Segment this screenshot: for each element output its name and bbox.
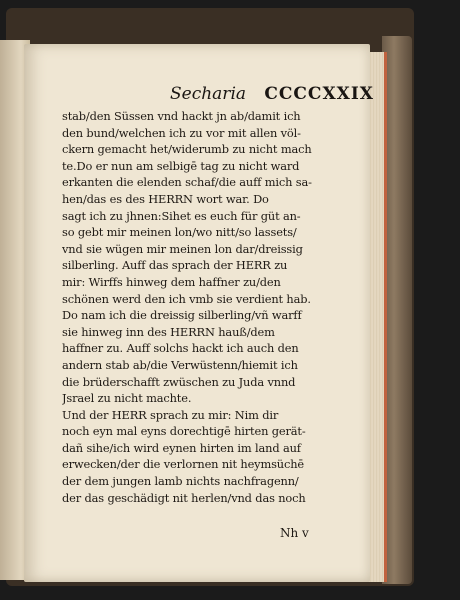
text-line: vnd sie wügen mir meinen lon dar/dreissig [62,241,303,256]
text-line: Do nam ich die dreissig silberling/vñ warff [62,308,302,323]
book-page [24,44,374,582]
text-line: den bund/welchen ich zu vor mit allen völ- [62,125,301,140]
text-line: der das geschädigt nit herlen/vnd das noch [62,490,306,505]
text-line: erwecken/der die verlornen nit heymsüchē [62,457,304,472]
text-line: te.Do er nun am selbigē tag zu nicht ward [62,158,300,173]
text-line: der dem jungen lamb nichts nachfragenn/ [62,474,299,489]
text-block [62,108,374,506]
text-line: die brüderschafft zwüschen zu Juda vnnd [62,374,296,389]
catchword: Nh v [280,526,309,540]
text-line: dañ sihe/ich wird eynen hirten im land auf [62,440,301,455]
text-line: andern stab ab/die Verwüstenn/hiemit ich [62,357,298,372]
text-line: ckern gemacht het/widerumb zu nicht mach [62,142,312,157]
running-head: Secharia [170,84,247,104]
text-line: sie hinweg inn des HERRN hauß/dem [62,324,275,339]
page-header [134,84,374,106]
folio-number: CCCCXXIX [264,84,374,104]
text-line: Jsrael zu nicht machte. [62,391,192,406]
text-line: erkanten die elenden schaf/die auff mich sa- [62,175,312,190]
text-line: schönen werd den ich vmb sie verdient hab. [62,291,311,306]
text-line: haffner zu. Auff solchs hackt ich auch den [62,341,299,356]
text-line: hen/das es des HERRN wort war. Do [62,191,269,206]
text-line: so gebt mir meinen lon/wo nitt/so lassets/ [62,225,297,240]
text-line: mir: Wirffs hinweg dem haffner zu/den [62,274,281,289]
text-line: stab/den Süssen vnd hackt jn ab/damit ich [62,109,301,123]
text-line: silberling. Auff das sprach der HERR zu [62,258,288,273]
text-line: sagt ich zu jhnen:Sihet es euch für güt an- [62,208,301,223]
text-line: Und der HERR sprach zu mir: Nim dir [62,407,279,422]
text-line: noch eyn mal eyns dorechtigē hirten gerät- [62,424,306,439]
